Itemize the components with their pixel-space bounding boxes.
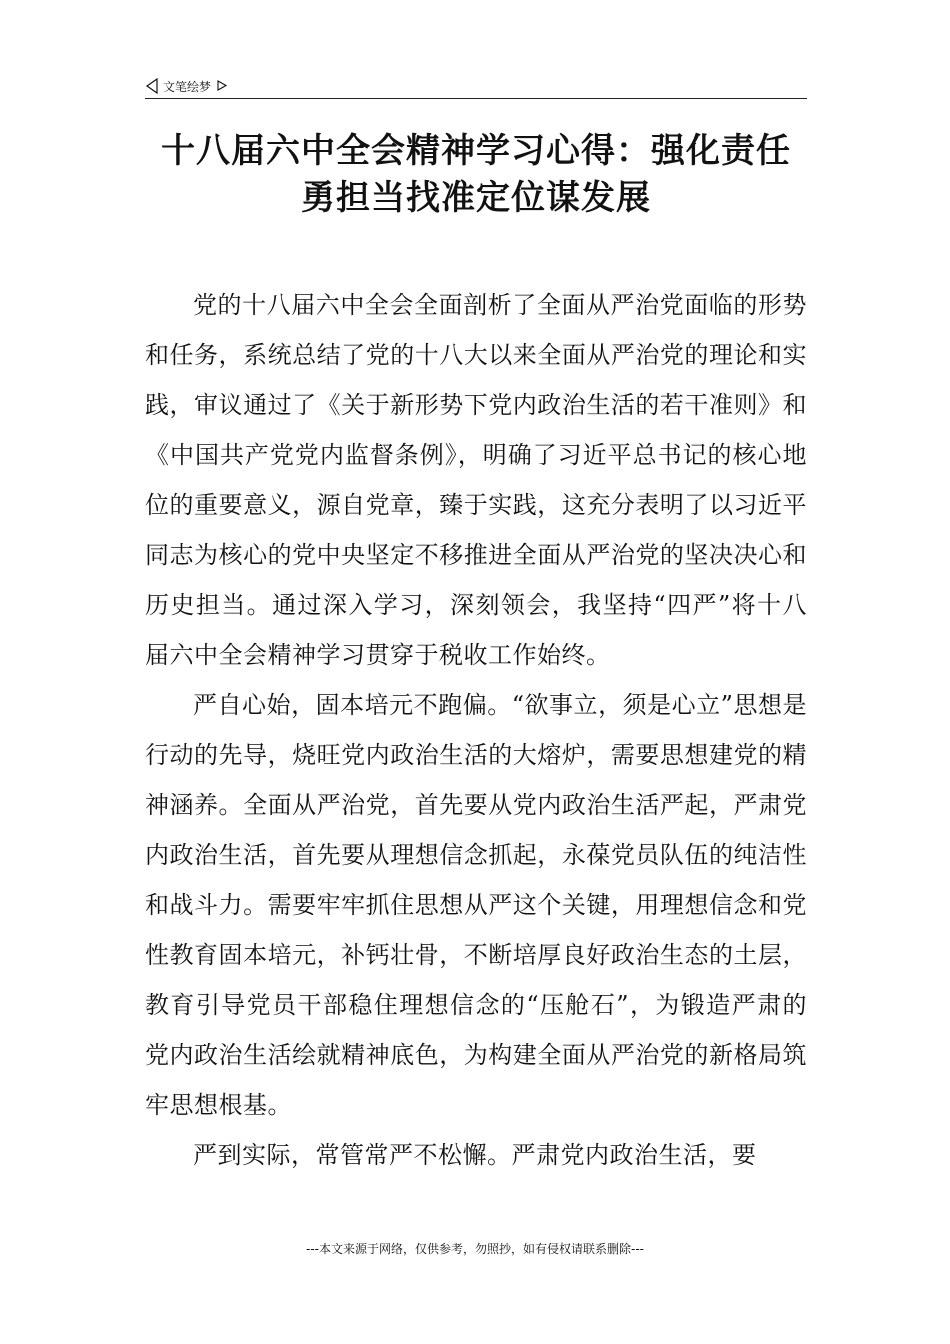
page-header bbox=[145, 74, 807, 98]
paragraph-2: 严自心始，固本培元不跑偏。“欲事立，须是心立”思想是行动的先导，烧旺党内政治生活的大熔炉，需要思想建党的精神涵养。全面从严治党，首先要从党内政治生活严起，严肃党内政治生活，首先要从理想信念抓起，永葆党员队伍的纯洁性和战斗力。需要牢牢抓住思想从严这个关键，用理想信念和党性教育固本培元，补钙壮骨，不断培厚良好政治生态的土层，教育引导党员干部稳住理想信念的“压舱石”，为锻造严肃的党内政治生活绘就精神底色，为构建全面从严治党的新格局筑牢思想根基。 bbox=[145, 691, 807, 1119]
document-title bbox=[145, 128, 807, 222]
header-brand: 文笔绘梦 bbox=[163, 79, 212, 94]
title-line-2: 勇担当找准定位谋发展 bbox=[301, 178, 651, 218]
title-line-1: 十八届六中全会精神学习心得：强化责任 bbox=[161, 131, 791, 171]
paragraph-3: 严到实际，常管常严不松懈。严肃党内政治生活，要 bbox=[193, 1141, 757, 1169]
footer-notice: ---本文来源于网络，仅供参考，勿照抄，如有侵权请联系删除--- bbox=[306, 1242, 644, 1256]
paragraph-1: 党的十八届六中全会全面剖析了全面从严治党面临的形势和任务，系统总结了党的十八大以来全面从严治党的理论和实践，审议通过了《关于新形势下党内政治生活的若干准则》和《中国共产党党内监督条例》，明确了习近平总书记的核心地位的重要意义，源自党章，臻于实践，这充分表明了以习近平同志为核心的党中央坚定不移推进全面从严治党的坚决决心和历史担当。通过深入学习，深刻领会，我坚持“四严”将十八届六中全会精神学习贯穿于税收工作始终。 bbox=[145, 291, 807, 669]
document-body bbox=[145, 280, 807, 1180]
header-divider bbox=[145, 98, 807, 99]
triangle-right-icon bbox=[215, 78, 229, 94]
triangle-left-icon bbox=[145, 78, 159, 94]
